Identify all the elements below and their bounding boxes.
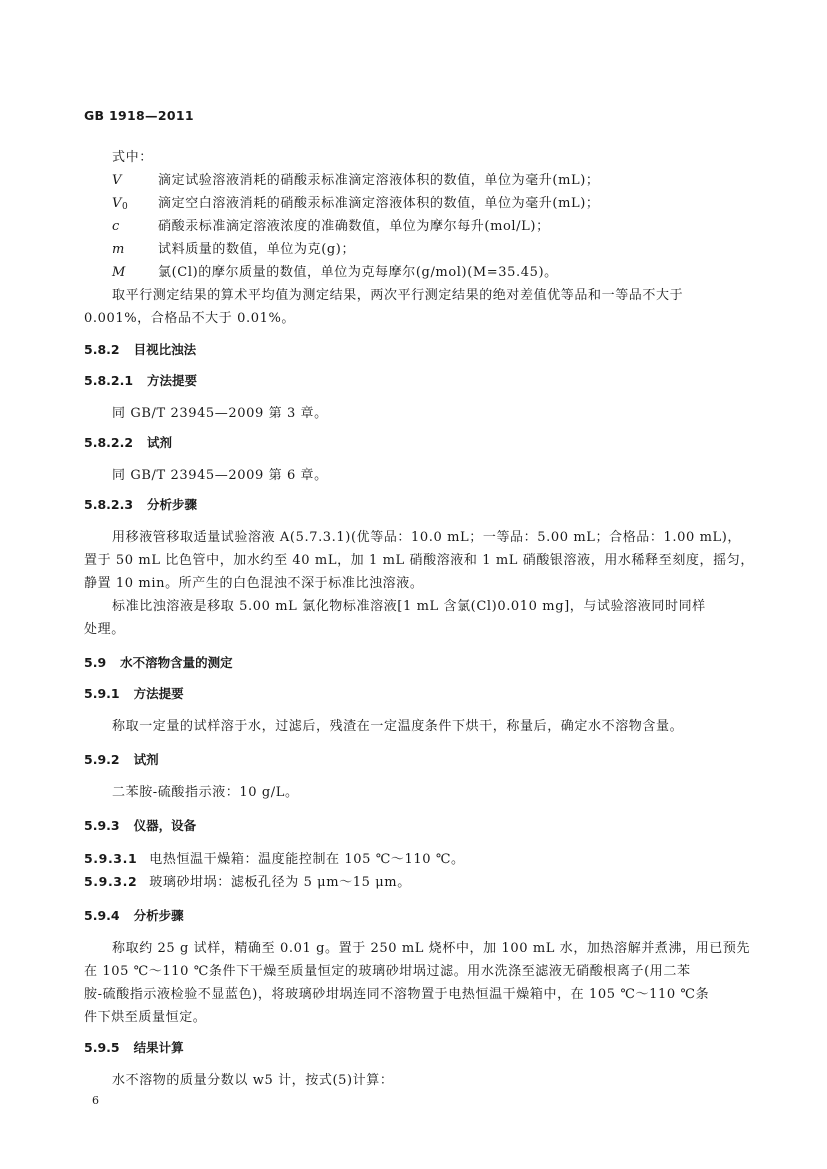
equipment-item-1	[84, 848, 465, 867]
where-intro: 式中：	[112, 150, 153, 165]
section-number: 5.9.2	[84, 752, 120, 767]
section-title: 分析步骤	[147, 497, 198, 512]
page-number: 6	[92, 1094, 99, 1107]
section-number: 5.8.2.2	[84, 435, 134, 450]
section-title: 方法提要	[133, 686, 184, 701]
where-item-M	[112, 261, 558, 280]
item-number: 5.9.3.2	[84, 874, 138, 889]
where-item-c	[112, 215, 550, 234]
section-5-8-2-1-text: 同 GB/T 23945—2009 第 3 章。	[112, 406, 328, 421]
section-5-9-heading	[84, 653, 233, 671]
section-number: 5.8.2.1	[84, 373, 134, 388]
section-title: 水不溶物含量的测定	[120, 655, 233, 670]
section-5-8-2-2-heading	[84, 433, 172, 451]
standard-turbidity-line-2: 处理。	[84, 622, 125, 637]
where-item-m	[112, 238, 355, 257]
symbol: $V_0$	[112, 196, 129, 212]
section-title: 分析步骤	[133, 908, 184, 923]
procedure-line-3: 静置 10 min。所产生的白色混浊不深于标准比浊溶液。	[84, 576, 424, 591]
analysis-line-1: 称取约 25 g 试样，精确至 0.01 g。置于 250 mL 烧杯中，加 100 mL 水，加热溶解并煮沸，用已预先	[112, 941, 751, 956]
section-5-9-1-heading	[84, 684, 184, 702]
section-5-9-3-heading	[84, 816, 196, 834]
section-5-9-4-heading	[84, 906, 184, 924]
symbol-subscript: 0	[122, 202, 129, 212]
result-text-line-2: 0.001%，合格品不大于 0.01%。	[84, 311, 295, 326]
section-number: 5.8.2	[84, 342, 120, 357]
section-5-9-5-text: 水不溶物的质量分数以 w5 计，按式(5)计算：	[112, 1073, 394, 1088]
section-number: 5.9	[84, 655, 107, 670]
section-5-9-1-text: 称取一定量的试样溶于水，过滤后，残渣在一定温度条件下烘干，称量后，确定水不溶物含量。	[112, 719, 684, 734]
result-text-line-1: 取平行测定结果的算术平均值为测定结果，两次平行测定结果的绝对差值优等品和一等品不大于	[112, 288, 684, 303]
symbol: c	[112, 219, 120, 234]
section-5-8-2-3-heading	[84, 495, 197, 513]
procedure-line-2: 置于 50 mL 比色管中，加水约至 40 mL，加 1 mL 硝酸溶液和 1 mL 硝酸银溶液，用水稀释至刻度，摇匀，	[84, 553, 754, 568]
symbol: M	[112, 265, 126, 280]
section-title: 方法提要	[147, 373, 198, 388]
definition: 试料质量的数值，单位为克(g)；	[158, 242, 356, 257]
section-5-9-5-heading	[84, 1038, 184, 1056]
analysis-line-3: 胺-硫酸指示液检验不显蓝色)，将玻璃砂坩埚连同不溶物置于电热恒温干燥箱中，在 105 ℃～110 ℃条	[84, 987, 710, 1002]
section-title: 结果计算	[133, 1040, 184, 1055]
section-number: 5.9.1	[84, 686, 120, 701]
standard-turbidity-line-1: 标准比浊溶液是移取 5.00 mL 氯化物标准溶液[1 mL 含氯(Cl)0.010 mg]，与试验溶液同时同样	[112, 599, 706, 614]
section-5-8-2-1-heading	[84, 371, 197, 389]
section-number: 5.9.4	[84, 908, 120, 923]
where-item-v0	[112, 192, 600, 212]
section-title: 试剂	[133, 752, 159, 767]
section-number: 5.8.2.3	[84, 497, 134, 512]
item-text: 电热恒温干燥箱：温度能控制在 105 ℃～110 ℃。	[149, 852, 465, 867]
section-5-8-2-heading	[84, 340, 196, 358]
analysis-line-2: 在 105 ℃～110 ℃条件下干燥至质量恒定的玻璃砂坩埚过滤。用水洗涤至滤液无硝酸根离子(用二苯	[84, 964, 691, 979]
section-title: 试剂	[147, 435, 173, 450]
where-item-v	[112, 169, 600, 188]
section-title: 仪器，设备	[133, 818, 197, 833]
section-title: 目视比浊法	[133, 342, 197, 357]
section-number: 5.9.5	[84, 1040, 120, 1055]
symbol: V	[112, 173, 122, 188]
analysis-line-4: 件下烘至质量恒定。	[84, 1010, 207, 1025]
procedure-line-1: 用移液管移取适量试验溶液 A(5.7.3.1)(优等品：10.0 mL；一等品：5.00 mL；合格品：1.00 mL)，	[112, 530, 742, 545]
section-5-9-2-heading	[84, 750, 159, 768]
definition: 硝酸汞标准滴定溶液浓度的准确数值，单位为摩尔每升(mol/L)；	[158, 219, 550, 234]
symbol: m	[112, 242, 125, 257]
definition: 氯(Cl)的摩尔质量的数值，单位为克每摩尔(g/mol)(M=35.45)。	[158, 265, 558, 280]
section-5-8-2-2-text: 同 GB/T 23945—2009 第 6 章。	[112, 468, 328, 483]
section-5-9-2-text: 二苯胺-硫酸指示液：10 g/L。	[112, 785, 299, 800]
item-text: 玻璃砂坩埚：滤板孔径为 5 μm～15 μm。	[149, 875, 411, 890]
definition: 滴定空白溶液消耗的硝酸汞标准滴定溶液体积的数值，单位为毫升(mL)；	[158, 196, 600, 211]
section-number: 5.9.3	[84, 818, 120, 833]
standard-code-header: GB 1918—2011	[84, 108, 194, 123]
item-number: 5.9.3.1	[84, 851, 138, 866]
definition: 滴定试验溶液消耗的硝酸汞标准滴定溶液体积的数值，单位为毫升(mL)；	[158, 173, 600, 188]
equipment-item-2	[84, 871, 411, 890]
